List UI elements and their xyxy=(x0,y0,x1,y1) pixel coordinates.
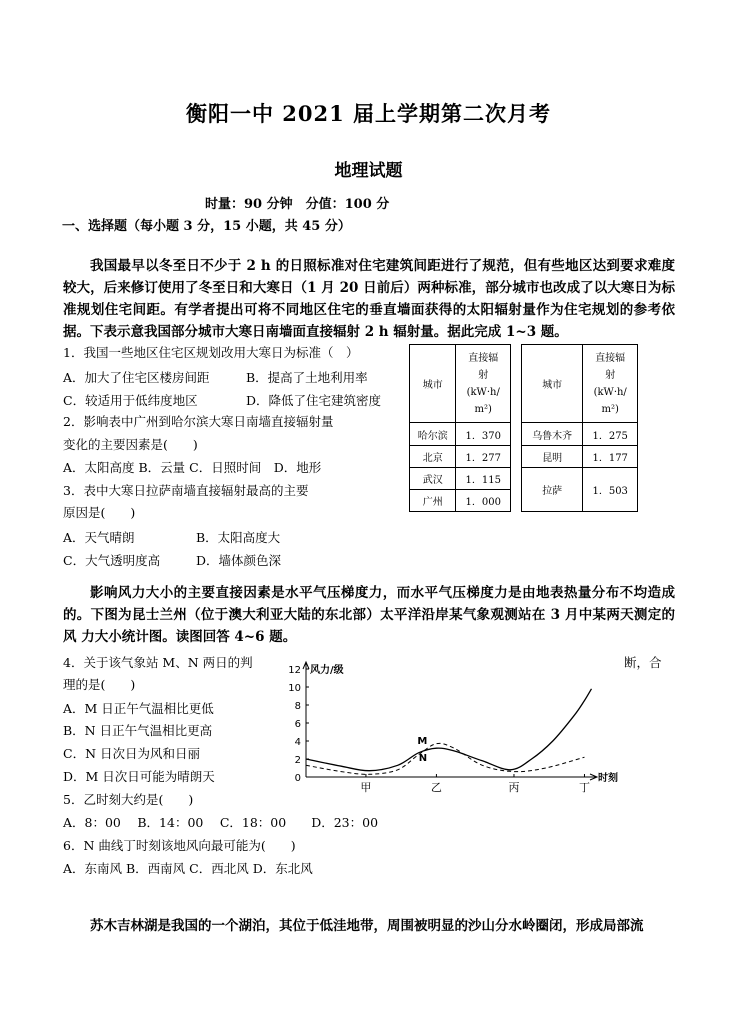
table-cell: 1．115 xyxy=(456,467,511,489)
question-4-option-b: B．N 日正午气温相比更高 xyxy=(63,723,213,738)
y-tick-label: 10 xyxy=(288,683,301,694)
y-tick-label: 12 xyxy=(288,665,301,676)
table-row: 乌鲁木齐 xyxy=(522,423,583,445)
passage-1: 我国最早以冬至日不少于 2 h 的日照标准对住宅建筑间距进行了规范，但有些地区达到要求难度较大，后来修订使用了冬至日和大寒日（1 月 20 日前后）两种标准，部分城市也改成了以大寒日为标准规划住宅间距。有学者提出可将不同地区住宅的垂直墙面获得的太阳辐射量作为住宅规划的参考依据。下表示意我国部分城市大寒日南墙面直接辐射 2 h 辐射量。据此完成 1~3 题。 xyxy=(63,258,675,340)
table-row: 北京 xyxy=(410,445,456,467)
x-axis-label: 时刻 xyxy=(598,773,618,784)
question-1-option-c: C．较适用于低纬度地区 xyxy=(63,393,198,408)
y-tick-label: 8 xyxy=(294,701,301,712)
x-tick-label: 丁 xyxy=(578,781,590,794)
table-row: 广州 xyxy=(410,489,456,511)
table-row: 哈尔滨 xyxy=(410,423,456,445)
question-3-option-b: B．太阳高度大 xyxy=(196,530,281,545)
exam-meta: 时量：90 分钟 分值：100 分 xyxy=(205,197,390,212)
wind-chart xyxy=(280,655,620,795)
question-1-stem: 1．我国一些地区住宅区规划改用大寒日为标准（ ） xyxy=(63,345,359,360)
question-4-stem-right: 断，合 xyxy=(624,655,662,670)
passage-2: 影响风力大小的主要直接因素是水平气压梯度力，而水平气压梯度力是由地表热量分布不均造成的。下图为昆士兰州（位于澳大利亚大陆的东北部）太平洋沿岸某气象观测站在 3 月中某两天测定的风 力大小统计图。读图回答 4~6 题。 xyxy=(63,585,675,645)
x-tick-label: 甲 xyxy=(360,781,372,794)
table-header-value-left: 直接辐 射 (kW·h/ m²) xyxy=(456,345,511,423)
question-3-option-a: A．天气晴朗 xyxy=(63,530,135,545)
table-cell: 1．277 xyxy=(456,445,511,467)
passage-3: 苏木吉林湖是我国的一个湖泊，其位于低洼地带，周围被明显的沙山分水岭圈闭，形成局部流 xyxy=(90,918,644,934)
y-tick-label: 2 xyxy=(294,755,301,766)
table-header-city-left: 城市 xyxy=(410,345,456,423)
exam-title: 衡阳一中 2021 届上学期第二次月考 xyxy=(185,101,552,126)
question-6-options: A．东南风 B．西南风 C．西北风 D．东北风 xyxy=(63,861,313,876)
question-3-option-d: D．墙体颜色深 xyxy=(196,553,282,568)
x-tick-label: 乙 xyxy=(430,781,442,794)
question-3-option-c: C．大气透明度高 xyxy=(63,553,161,568)
table-row: 拉萨 xyxy=(522,467,583,511)
question-1-option-d: D．降低了住宅建筑密度 xyxy=(246,393,382,408)
question-5-stem: 5．乙时刻大约是( ) xyxy=(63,792,194,807)
question-1-option-b: B．提高了土地利用率 xyxy=(246,370,368,385)
y-tick-label: 6 xyxy=(294,719,301,730)
table-cell: 1．275 xyxy=(583,423,638,445)
table-cell: 1．000 xyxy=(456,489,511,511)
question-2-stem-line-1: 2．影响表中广州到哈尔滨大寒日南墙直接辐射量 xyxy=(63,414,334,429)
series-label-m: M xyxy=(417,736,428,747)
y-axis-label: 风力/级 xyxy=(310,665,344,676)
series-label-n: N xyxy=(418,753,428,764)
question-4-option-c: C．N 日次日为风和日丽 xyxy=(63,746,200,761)
table-cell: 1．503 xyxy=(583,467,638,511)
series-line-m xyxy=(306,743,585,774)
table-cell: 1．177 xyxy=(583,445,638,467)
question-1-option-a: A．加大了住宅区楼房间距 xyxy=(63,370,210,385)
question-4-option-d: D．M 日次日可能为晴朗天 xyxy=(63,769,215,784)
question-5-options: A．8：00 B．14：00 C．18：00 D．23：00 xyxy=(63,815,379,830)
series-line-n xyxy=(306,689,592,771)
question-2-options: A．太阳高度 B．云量 C．日照时间 D．地形 xyxy=(63,460,322,475)
question-4-option-a: A．M 日正午气温相比更低 xyxy=(63,701,214,716)
y-tick-label: 4 xyxy=(294,737,301,748)
question-6-stem: 6．N 曲线丁时刻该地风向最可能为( ) xyxy=(63,838,296,853)
table-row: 武汉 xyxy=(410,467,456,489)
table-header-value-right: 直接辐 射 (kW·h/ m²) xyxy=(583,345,638,423)
table-cell: 1．370 xyxy=(456,423,511,445)
question-4-stem-line-2: 理的是( ) xyxy=(63,677,136,692)
question-3-stem-line-2: 原因是( ) xyxy=(63,505,136,520)
table-row: 昆明 xyxy=(522,445,583,467)
question-4-stem-left: 4．关于该气象站 M、N 两日的判 xyxy=(63,655,253,670)
y-tick-label: 0 xyxy=(294,773,301,784)
x-tick-label: 丙 xyxy=(508,781,520,794)
question-3-stem-line-1: 3．表中大寒日拉萨南墙直接辐射最高的主要 xyxy=(63,483,309,498)
radiation-table xyxy=(409,344,638,512)
exam-subtitle: 地理试题 xyxy=(334,161,403,181)
table-header-city-right: 城市 xyxy=(522,345,583,423)
question-2-stem-line-2: 变化的主要因素是( ) xyxy=(63,437,198,452)
section-heading: 一、选择题（每小题 3 分，15 小题，共 45 分） xyxy=(62,219,351,234)
